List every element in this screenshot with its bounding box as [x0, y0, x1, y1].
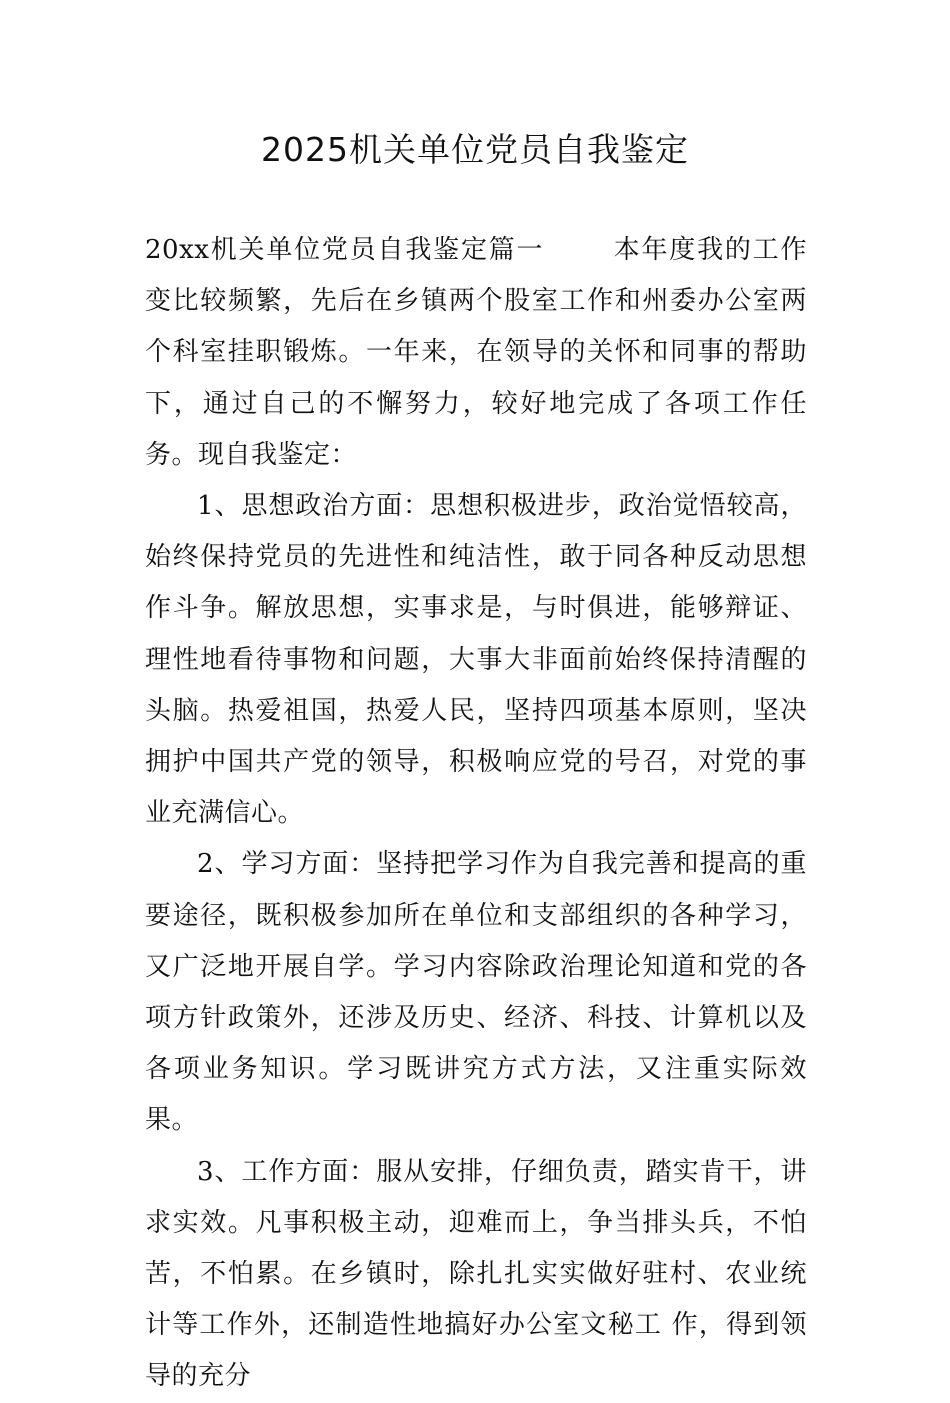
document-body	[145, 225, 807, 1403]
paragraph-study: 2、学习方面：坚持把学习作为自我完善和提高的重要途径，既积极参加所在单位和支部组织的各种学习，又广泛地开展自学。学习内容除政治理论知道和党的各项方针政策外，还涉及历史、经济、科技、计算机以及各项业务知识。学习既讲究方式方法，又注重实际效果。	[145, 849, 807, 1136]
document-title: 2025机关单位党员自我鉴定	[261, 130, 689, 169]
paragraph-thought-politics: 1、思想政治方面：思想积极进步，政治觉悟较高，始终保持党员的先进性和纯洁性，敢于同各种反动思想作斗争。解放思想，实事求是，与时俱进，能够辩证、理性地看待事物和问题，大事大非面前始终保持清醒的头脑。热爱祖国，热爱人民，坚持四项基本原则，坚决拥护中国共产党的领导，积极响应党的号召，对党的事业充满信心。	[145, 491, 807, 829]
intro-heading: 20xx机关单位党员自我鉴定篇一	[145, 235, 545, 265]
intro-text: 本年度我的工作变比较频繁，先后在乡镇两个股室工作和州委办公室两个科室挂职锻炼。一年来，在领导的关怀和同事的帮助下，通过自己的不懈努力，较好地完成了各项工作任务。现自我鉴定：	[145, 235, 807, 470]
intro-paragraph	[145, 225, 807, 481]
paragraph-work: 3、工作方面：服从安排，仔细负责，踏实肯干，讲求实效。凡事积极主动，迎难而上，争当排头兵，不怕苦，不怕累。在乡镇时，除扎扎实实做好驻村、农业统计等工作外，还制造性地搞好办公室文秘工 作，得到领导的充分	[145, 1156, 807, 1392]
